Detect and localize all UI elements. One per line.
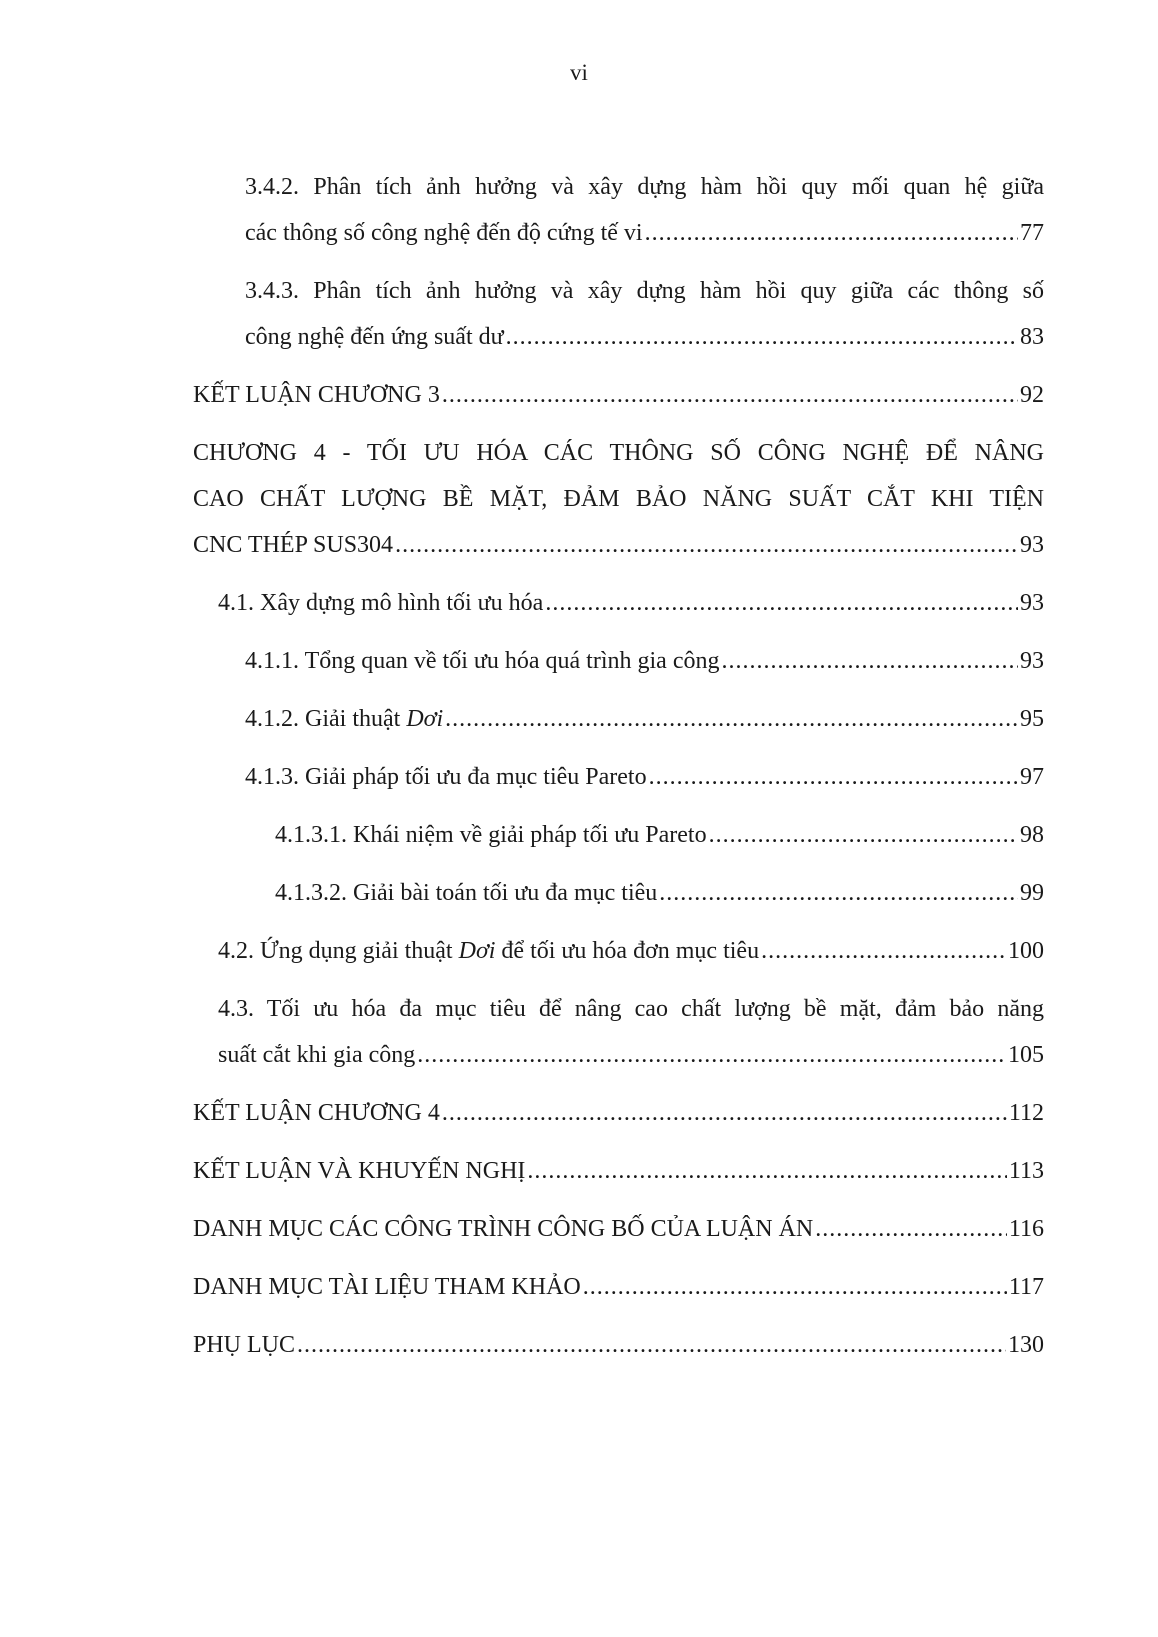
toc-page-number: 93 xyxy=(1020,590,1044,616)
toc-page-number: 93 xyxy=(1020,648,1044,674)
dot-leader xyxy=(645,210,1018,256)
toc-entry-text: 4.1.3.1. Khái niệm về giải pháp tối ưu Pareto xyxy=(275,822,707,848)
dot-leader xyxy=(445,696,1018,742)
toc-page-number: 105 xyxy=(1008,1042,1044,1068)
toc-page-number: 117 xyxy=(1008,1274,1044,1300)
dot-leader xyxy=(709,812,1018,858)
toc-entry-danh-muc-cong-trinh[interactable] xyxy=(193,1206,1044,1252)
toc-entry-text: suất cắt khi gia công xyxy=(218,1042,416,1068)
dot-leader xyxy=(545,580,1018,626)
toc-entry-text: 3.4.2. Phân tích ảnh hưởng và xây dựng hàm hồi quy mối quan hệ giữa xyxy=(245,174,1044,200)
dot-leader xyxy=(395,522,1018,568)
toc-page-number: 83 xyxy=(1020,324,1044,350)
dot-leader xyxy=(659,870,1018,916)
toc-page-number: 98 xyxy=(1020,822,1044,848)
dot-leader xyxy=(506,314,1018,360)
toc-entry-text: công nghệ đến ứng suất dư xyxy=(245,324,504,350)
toc-entry-text: 4.1.1. Tổng quan về tối ưu hóa quá trình gia công xyxy=(245,648,720,674)
page-number: vi xyxy=(570,60,588,85)
toc-page-number: 93 xyxy=(1020,532,1044,558)
toc-entry-4-1-3-1[interactable] xyxy=(275,812,1044,858)
toc-entry-text: 4.1.3. Giải pháp tối ưu đa mục tiêu Pareto xyxy=(245,764,647,790)
dot-leader xyxy=(721,638,1018,684)
toc-entry-text: 4.1.3.2. Giải bài toán tối ưu đa mục tiêu xyxy=(275,880,658,906)
toc-entry-4-1[interactable] xyxy=(218,580,1044,626)
toc-entry-chuong-4[interactable] xyxy=(193,430,1044,568)
dot-leader xyxy=(417,1032,1006,1078)
toc-entry-italic: Dơi xyxy=(406,706,444,732)
toc-entry-text: PHỤ LỤC xyxy=(193,1332,296,1358)
toc-entry-text: DANH MỤC TÀI LIỆU THAM KHẢO xyxy=(193,1274,581,1300)
toc-page-number: 130 xyxy=(1008,1332,1044,1358)
dot-leader xyxy=(442,1090,1007,1136)
toc-entry-3-4-2[interactable] xyxy=(245,164,1044,256)
toc-entry-ket-luan-chuong-4[interactable] xyxy=(193,1090,1044,1136)
toc-entry-text: CNC THÉP SUS304 xyxy=(193,532,394,558)
toc-page-number: 92 xyxy=(1020,382,1044,408)
toc-entry-4-2[interactable] xyxy=(218,928,1044,974)
toc-page-number: 97 xyxy=(1020,764,1044,790)
dot-leader xyxy=(761,928,1006,974)
toc-entry-text: 4.1. Xây dựng mô hình tối ưu hóa xyxy=(218,590,544,616)
toc-entry-text: DANH MỤC CÁC CÔNG TRÌNH CÔNG BỐ CỦA LUẬN ÁN xyxy=(193,1216,814,1242)
toc-entry-4-1-3-2[interactable] xyxy=(275,870,1044,916)
toc-entry-text: CAO CHẤT LƯỢNG BỀ MẶT, ĐẢM BẢO NĂNG SUẤT CẮT KHI TIỆN xyxy=(193,486,1044,512)
toc-entry-4-1-2[interactable] xyxy=(245,696,1044,742)
toc-entry-text: CHƯƠNG 4 - TỐI ƯU HÓA CÁC THÔNG SỐ CÔNG NGHỆ ĐỂ NÂNG xyxy=(193,440,1044,466)
toc-entry-italic: Dơi xyxy=(458,938,496,964)
toc-entry-4-1-3[interactable] xyxy=(245,754,1044,800)
dot-leader xyxy=(297,1322,1006,1368)
toc-entry-text: KẾT LUẬN CHƯƠNG 3 xyxy=(193,382,440,408)
toc-entry-4-1-1[interactable] xyxy=(245,638,1044,684)
table-of-contents xyxy=(193,164,1044,1368)
toc-entry-4-3[interactable] xyxy=(218,986,1044,1078)
toc-entry-3-4-3[interactable] xyxy=(245,268,1044,360)
toc-page-number: 112 xyxy=(1008,1100,1044,1126)
toc-entry-text: 4.1.2. Giải thuật Dơi xyxy=(245,706,444,732)
toc-page-number: 77 xyxy=(1020,220,1044,246)
toc-entry-text: 4.3. Tối ưu hóa đa mục tiêu để nâng cao chất lượng bề mặt, đảm bảo năng xyxy=(218,996,1044,1022)
dot-leader xyxy=(583,1264,1007,1310)
dot-leader xyxy=(649,754,1018,800)
toc-page-number: 100 xyxy=(1008,938,1044,964)
dot-leader xyxy=(815,1206,1007,1252)
dot-leader xyxy=(527,1148,1006,1194)
toc-entry-phu-luc[interactable] xyxy=(193,1322,1044,1368)
toc-entry-ket-luan-khuyen-nghi[interactable] xyxy=(193,1148,1044,1194)
toc-entry-text: KẾT LUẬN VÀ KHUYẾN NGHỊ xyxy=(193,1158,526,1184)
toc-entry-text: 3.4.3. Phân tích ảnh hưởng và xây dựng hàm hồi quy giữa các thông số xyxy=(245,278,1044,304)
toc-entry-ket-luan-chuong-3[interactable] xyxy=(193,372,1044,418)
toc-page-number: 95 xyxy=(1020,706,1044,732)
toc-entry-text: 4.2. Ứng dụng giải thuật Dơi để tối ưu hóa đơn mục tiêu xyxy=(218,938,760,964)
toc-page-number: 113 xyxy=(1008,1158,1044,1184)
toc-page-number: 116 xyxy=(1008,1216,1044,1242)
toc-page-number: 99 xyxy=(1020,880,1044,906)
dot-leader xyxy=(442,372,1018,418)
toc-entry-text: KẾT LUẬN CHƯƠNG 4 xyxy=(193,1100,440,1126)
toc-entry-text: các thông số công nghệ đến độ cứng tế vi xyxy=(245,220,643,246)
toc-entry-danh-muc-tai-lieu[interactable] xyxy=(193,1264,1044,1310)
